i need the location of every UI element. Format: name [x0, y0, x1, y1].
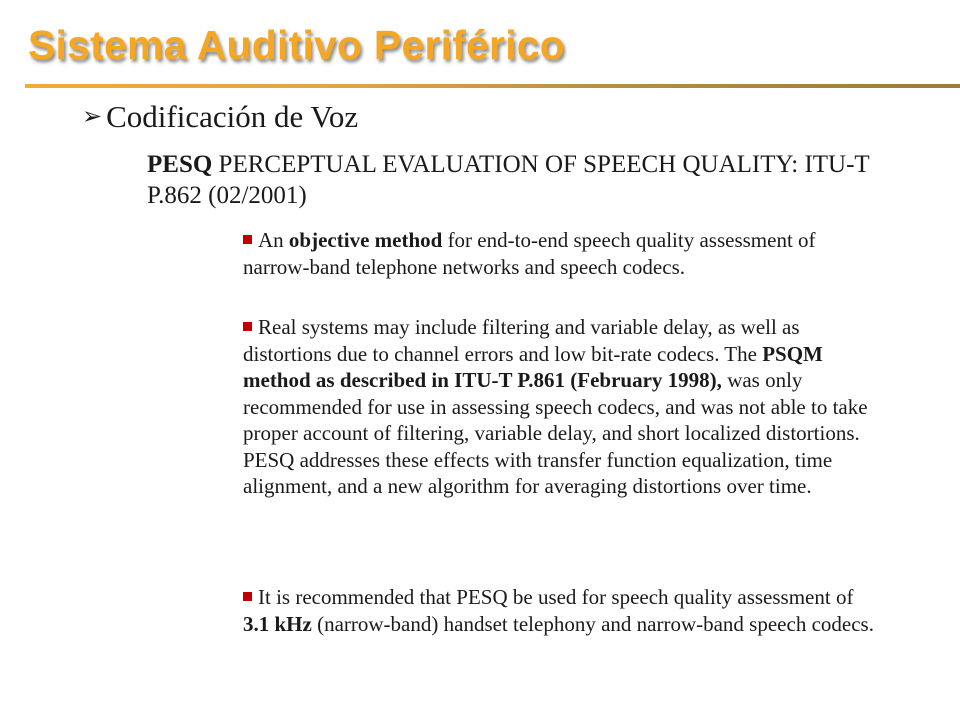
section-heading [82, 99, 358, 135]
bullet-text: for end-to-end speech quality assessment of narrow-band telephone networks and speech codecs. [243, 228, 816, 279]
bullet-text: It is recommended that PESQ be used for speech quality assessment of [258, 585, 854, 609]
bullet-text: Real systems may include filtering and variable delay, as well as distortions due to channel errors and low bit-rate codecs. The [243, 315, 800, 366]
bullet-text: An [258, 228, 289, 252]
slide-title: Sistema Auditivo Periférico [28, 22, 566, 68]
section-heading-text: Codificación de Voz [106, 99, 359, 134]
square-bullet-icon [243, 592, 252, 601]
bullet-item [243, 314, 883, 500]
bullet-item [243, 227, 883, 280]
subheading-text: PERCEPTUAL EVALUATION OF SPEECH QUALITY: ITU-T P.862 (02/2001) [147, 151, 870, 209]
square-bullet-icon [243, 235, 252, 244]
bullet-bold-text: PSQM method as described in ITU-T P.861 (February 1998), [243, 341, 823, 392]
subheading-acronym: PESQ [147, 151, 213, 178]
bullet-text: was only recommended for use in assessing speech codecs, and was not able to take proper account of filtering, variable delay, and short localized distortions. PESQ addresses these effects with transfer function equalization, time alignment, and a new algorithm for averaging distortions over time. [243, 368, 868, 498]
bullet-bold-text: 3.1 kHz [243, 611, 312, 636]
bullet-text: (narrow-band) handset telephony and narrow-band speech codecs. [311, 611, 874, 636]
bullet-item [243, 584, 883, 637]
square-bullet-icon [243, 322, 252, 331]
arrowhead-icon: ➢ [82, 102, 103, 130]
title-underline [25, 84, 960, 88]
subheading [147, 149, 887, 211]
bullet-bold-text: objective method [288, 228, 443, 252]
